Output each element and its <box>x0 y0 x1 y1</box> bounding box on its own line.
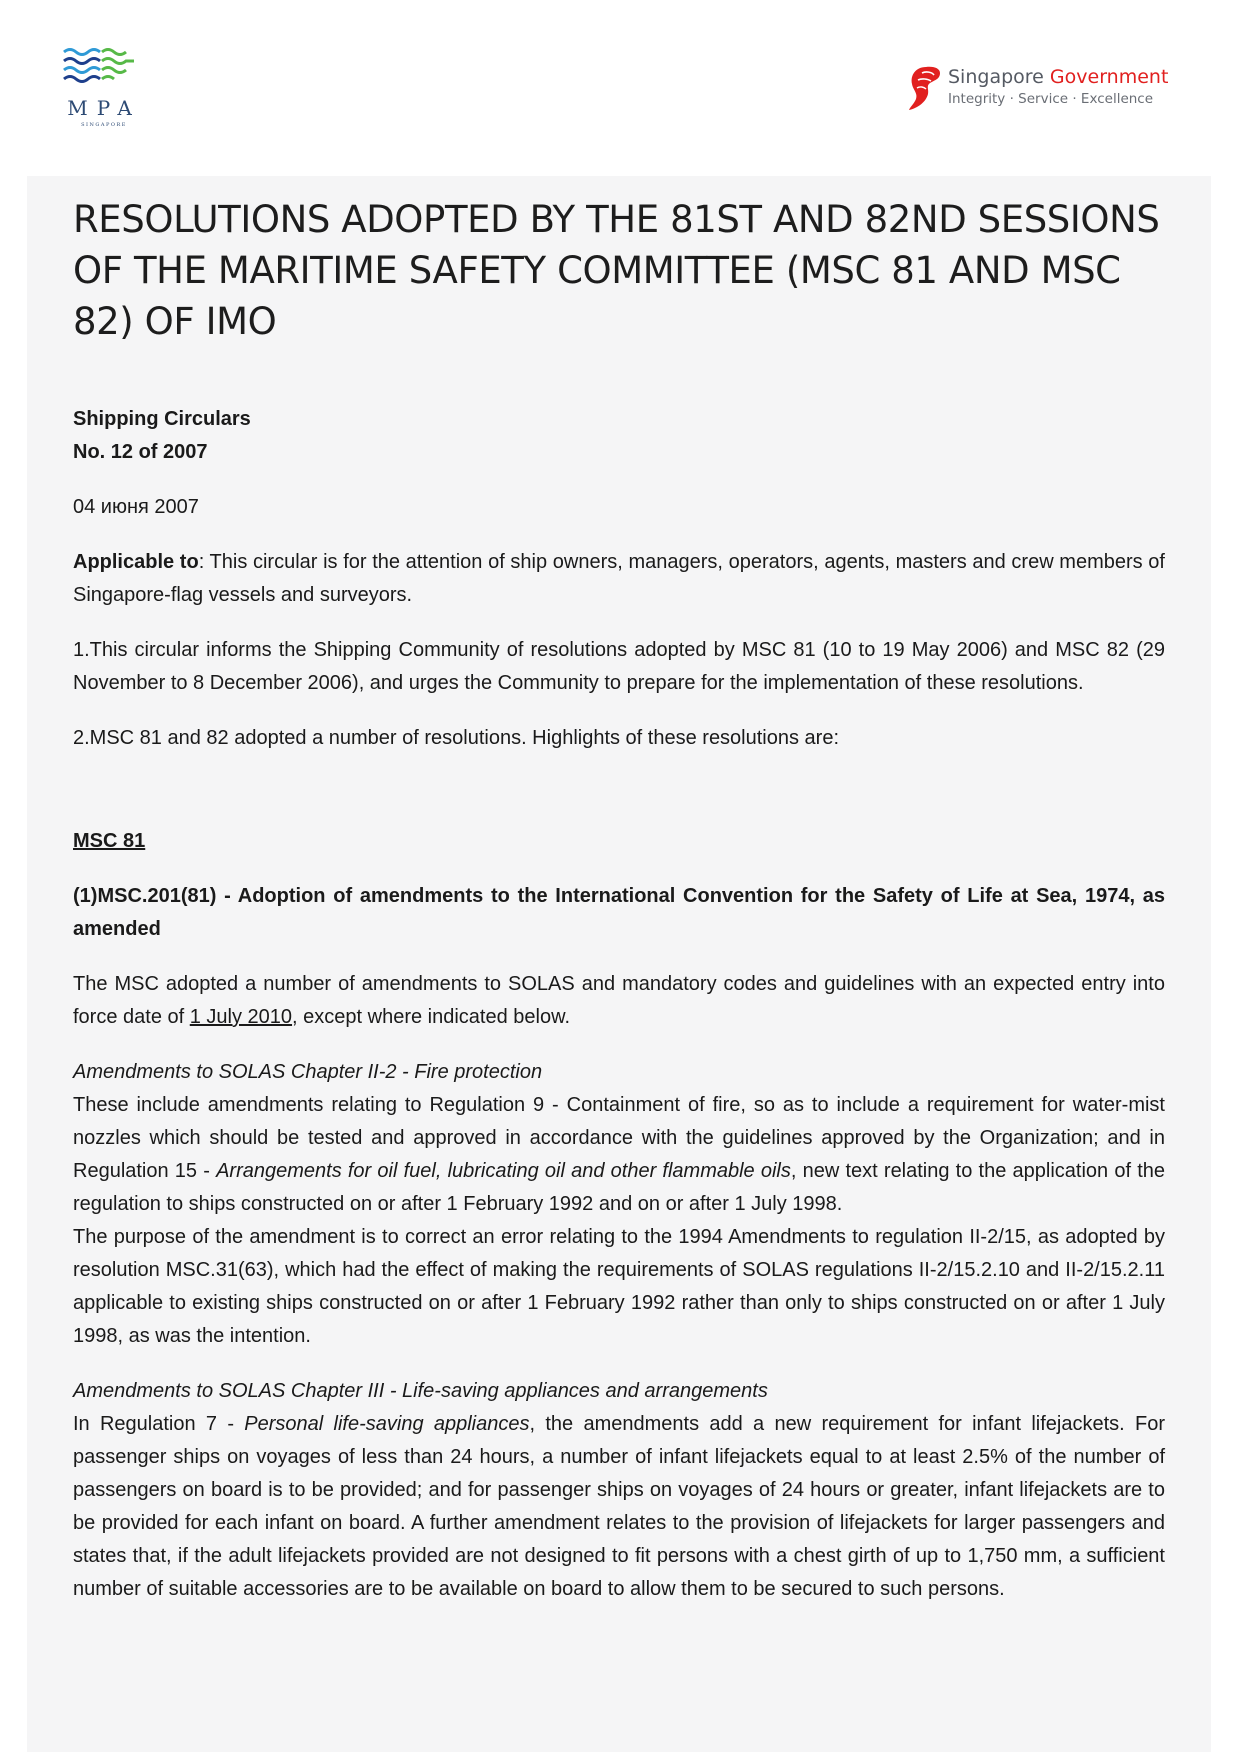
fire-protection-text <box>73 1089 1165 1221</box>
item-1-text-a: The MSC adopted a number of amendments to SOLAS and mandatory codes and guidelines with an expected entry into force date of <box>73 973 1165 1028</box>
mpa-logo[interactable] <box>62 46 146 132</box>
life-saving-text-b: , the amendments add a new requirement for infant lifejackets. For passenger ships on voyages of less than 24 hours, a number of infant lifejackets equal to at least 2.5% of the number of passengers on board is to be provided; and for passenger ships on voyages of 24 hours or greater, infant lifejackets are to be provided for each infant on board. A further amendment relates to the provision of lifejackets for larger passengers and states that, if the adult lifejackets provided are not designed to fit persons with a chest girth of up to 1,750 mm, a sufficient number of suitable accessories are to be available on board to allow them to be secured to such persons. <box>73 1413 1165 1600</box>
mpa-waves-icon <box>62 46 146 94</box>
fire-protection-heading: Amendments to SOLAS Chapter II-2 - Fire protection <box>73 1061 543 1083</box>
government-logo-title-part1: Singapore <box>948 66 1044 88</box>
circular-meta <box>73 403 1165 469</box>
item-1-heading: (1)MSC.201(81) - Adoption of amendments to the International Convention for the Safety of Life at Sea, 1974, as amended <box>73 885 1165 940</box>
government-logo-title-part2: Government <box>1049 66 1169 88</box>
section-heading-msc81: MSC 81 <box>73 830 146 852</box>
document-content <box>73 194 1165 1606</box>
applicable-to-paragraph <box>73 546 1165 612</box>
applicable-to-text: : This circular is for the attention of ship owners, managers, operators, agents, masters and crew members of Singapore-flag vessels and surveyors. <box>73 551 1165 606</box>
fire-protection-text-italic: Arrangements for oil fuel, lubricating oil and other flammable oils <box>216 1160 791 1182</box>
government-logo-title <box>948 66 1168 88</box>
life-saving-heading: Amendments to SOLAS Chapter III - Life-saving appliances and arrangements <box>73 1380 768 1402</box>
circular-number: No. 12 of 2007 <box>73 441 208 463</box>
mpa-logo-subtext: SINGAPORE <box>81 122 127 128</box>
mpa-logo-text: MPA <box>67 96 141 120</box>
fire-protection-text-a: These include amendments relating to Regulation 9 - Containment of fire, so as to include a requirement for water-mist nozzles which should be tested and approved in accordance with the guidelines approved by the Organization; and in Regulation 15 - <box>73 1094 1165 1182</box>
merlion-icon <box>906 64 944 112</box>
page-title: RESOLUTIONS ADOPTED BY THE 81ST AND 82ND SESSIONS OF THE MARITIME SAFETY COMMITTEE (MSC 81 AND MSC 82) OF IMO <box>73 198 1160 343</box>
life-saving-text-italic: Personal life-saving appliances <box>244 1413 530 1435</box>
item-1-text <box>73 968 1165 1034</box>
circular-category: Shipping Circulars <box>73 408 251 430</box>
paragraph-2: 2.MSC 81 and 82 adopted a number of resolutions. Highlights of these resolutions are: <box>73 727 840 749</box>
paragraph-1: 1.This circular informs the Shipping Community of resolutions adopted by MSC 81 (10 to 19 May 2006) and MSC 82 (29 November to 8 December 2006), and urges the Community to prepare for the implementation of these resolutions. <box>73 639 1165 694</box>
fire-protection-text-b: , new text relating to the application of the regulation to ships constructed on or after 1 February 1992 and on or after 1 July 1998. <box>73 1160 1165 1215</box>
document-panel <box>27 176 1211 1752</box>
government-logo-tagline: Integrity · Service · Excellence <box>948 91 1154 107</box>
circular-date: 04 июня 2007 <box>73 496 199 518</box>
life-saving-text-a: In Regulation 7 - <box>73 1413 245 1435</box>
applicable-to-label: Applicable to <box>73 551 199 573</box>
life-saving-text <box>73 1408 1165 1606</box>
entry-into-force-date-link[interactable]: 1 July 2010 <box>189 1006 293 1028</box>
singapore-government-logo[interactable] <box>906 64 1186 114</box>
fire-protection-purpose: The purpose of the amendment is to correct an error relating to the 1994 Amendments to regulation II-2/15, as adopted by resolution MSC.31(63), which had the effect of making the requirements of SOLAS regulations II-2/15.2.10 and II-2/15.2.11 applicable to existing ships constructed on or after 1 February 1992 rather than only to ships constructed on or after 1 July 1998, as was the intention. <box>73 1226 1165 1347</box>
item-1-text-b: , except where indicated below. <box>292 1006 570 1028</box>
